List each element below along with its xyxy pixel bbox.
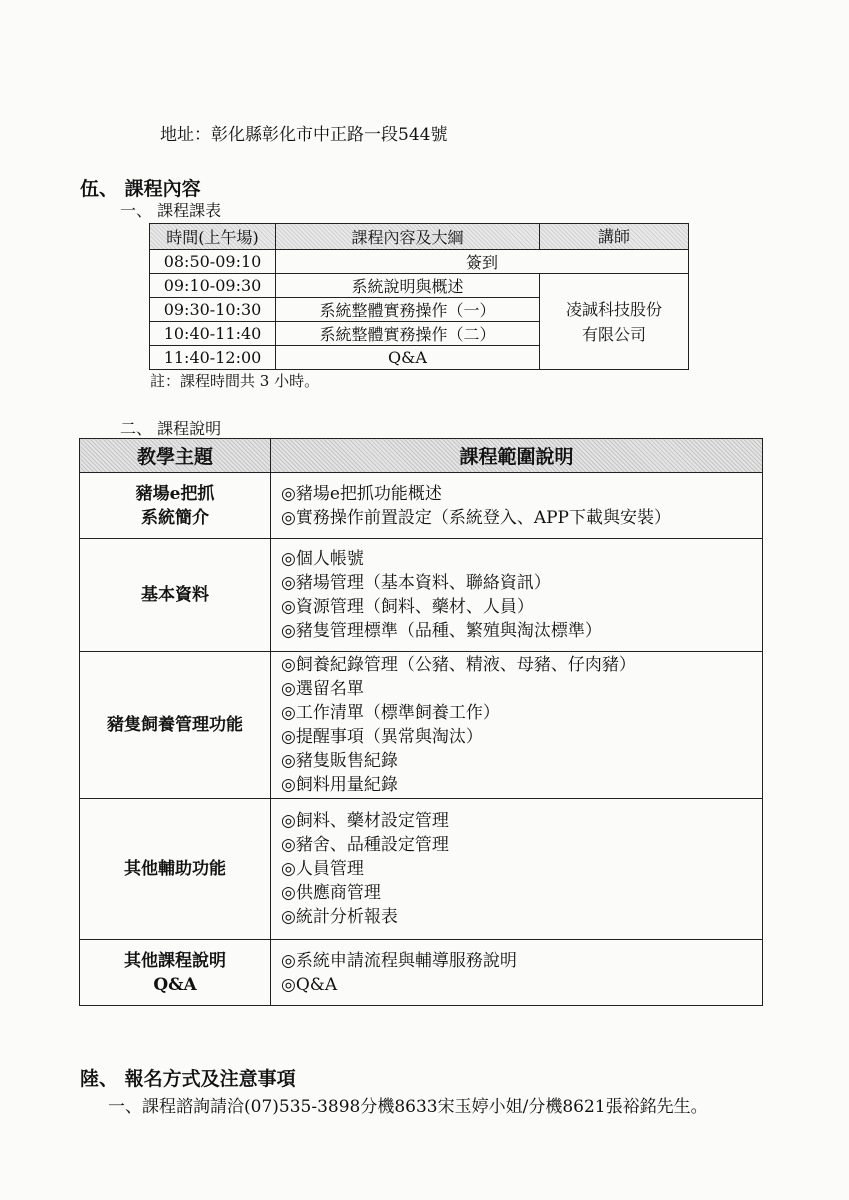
topic-line: Q&A: [153, 974, 197, 995]
description-scope: [271, 652, 763, 799]
scope-item: ◎飼料、藥材設定管理: [281, 811, 449, 831]
description-scope: [271, 473, 763, 539]
scope-item: ◎工作清單（標準飼養工作）: [281, 703, 500, 723]
description-row: [80, 799, 763, 940]
description-header-scope: 課程範圍說明: [271, 439, 763, 473]
schedule-header-instructor: 講師: [540, 224, 689, 250]
description-scope: [271, 799, 763, 940]
description-topic: [80, 652, 271, 799]
scope-item: ◎Q&A: [281, 974, 338, 995]
schedule-time: 09:30-10:30: [150, 298, 276, 322]
schedule-instructor: [540, 274, 689, 370]
scope-item: ◎資源管理（飼料、藥材、人員）: [281, 597, 534, 617]
schedule-time: 09:10-09:30: [150, 274, 276, 298]
topic-line: 其他課程說明: [124, 950, 226, 971]
schedule-content: Q&A: [276, 346, 540, 370]
schedule-header-content: 課程內容及大綱: [276, 224, 540, 250]
scope-item: ◎豬場e把抓功能概述: [281, 483, 442, 504]
description-scope: [271, 539, 763, 652]
address-line: 地址：彰化縣彰化市中正路一段544號: [160, 125, 448, 145]
scope-item: ◎豬隻管理標準（品種、繁殖與淘汰標準）: [281, 621, 602, 641]
description-row: [80, 652, 763, 799]
description-topic: [80, 539, 271, 652]
schedule-time: 08:50-09:10: [150, 250, 276, 274]
schedule-row: [150, 274, 689, 298]
schedule-note: 註：課程時間共 3 小時。: [150, 372, 320, 390]
section-title-course-content: 伍、 課程內容: [80, 178, 201, 200]
scope-item: ◎飼料用量紀錄: [281, 775, 398, 795]
description-row: [80, 473, 763, 539]
instructor-line-2: 有限公司: [581, 324, 646, 344]
description-topic: [80, 940, 271, 1006]
schedule-row: [150, 250, 689, 274]
description-row: [80, 940, 763, 1006]
scope-item: ◎實務操作前置設定（系統登入、APP下載與安裝）: [281, 507, 671, 528]
scope-item: ◎豬舍、品種設定管理: [281, 835, 449, 855]
scope-item: ◎個人帳號: [281, 549, 364, 569]
topic-line: 其他輔助功能: [124, 859, 226, 879]
scope-item: ◎選留名單: [281, 679, 364, 699]
scope-item: ◎系統申請流程與輔導服務說明: [281, 950, 517, 971]
description-topic: [80, 473, 271, 539]
schedule-content: 系統說明與概述: [276, 274, 540, 298]
scope-item: ◎統計分析報表: [281, 907, 398, 927]
scope-item: ◎人員管理: [281, 859, 364, 879]
schedule-content: 系統整體實務操作（一）: [276, 298, 540, 322]
scope-item: ◎豬場管理（基本資料、聯絡資訊）: [281, 573, 551, 593]
topic-line: 豬場e把抓: [135, 483, 215, 504]
schedule-content: 簽到: [276, 250, 689, 274]
instructor-line-1: 凌誠科技股份: [565, 299, 662, 319]
section-title-registration: 陸、 報名方式及注意事項: [80, 1068, 296, 1090]
scope-item: ◎供應商管理: [281, 883, 381, 903]
description-row: [80, 539, 763, 652]
scope-item: ◎提醒事項（異常與淘汰）: [281, 727, 483, 747]
schedule-header-row: [150, 224, 689, 250]
course-description-table: [79, 438, 763, 1006]
subsection-title-schedule: 一、 課程課表: [120, 201, 222, 220]
schedule-time: 10:40-11:40: [150, 322, 276, 346]
description-header-row: [80, 439, 763, 473]
schedule-content: 系統整體實務操作（二）: [276, 322, 540, 346]
description-scope: [271, 940, 763, 1006]
description-header-topic: 教學主題: [80, 439, 271, 473]
topic-line: 基本資料: [141, 585, 209, 605]
scope-item: ◎豬隻販售紀錄: [281, 751, 398, 771]
schedule-time: 11:40-12:00: [150, 346, 276, 370]
schedule-table: [149, 223, 689, 370]
contact-line: 一、課程諮詢請洽(07)535-3898分機8633宋玉婷小姐/分機8621張裕銘先生。: [108, 1097, 708, 1117]
description-topic: [80, 799, 271, 940]
subsection-title-description: 二、 課程說明: [120, 419, 222, 438]
topic-line: 豬隻飼養管理功能: [107, 715, 243, 735]
topic-line: 系統簡介: [141, 507, 209, 528]
scope-item: ◎飼養紀錄管理（公豬、精液、母豬、仔肉豬）: [281, 655, 636, 675]
schedule-header-time: 時間(上午場): [150, 224, 276, 250]
